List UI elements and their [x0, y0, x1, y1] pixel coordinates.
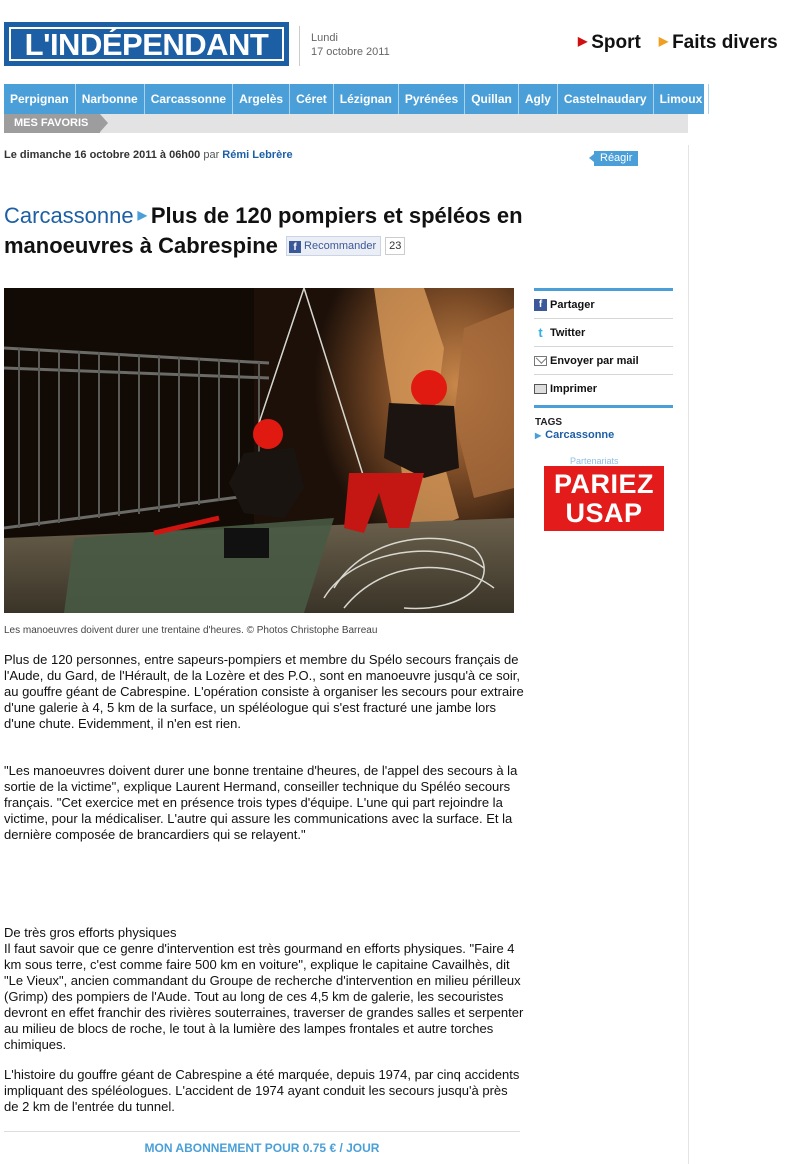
usap-ad-banner[interactable]: PARIEZ USAP: [544, 466, 664, 531]
arrow-right-icon: ▶: [658, 34, 669, 48]
article-paragraph: L'histoire du gouffre géant de Cabrespine a été marquée, depuis 1974, par cinq accidents impliquant des spéléologues. L'accident de 1974 ayant conduit les secours jusqu'à près de 2 km de l'entrée du tunnel.: [4, 1067, 520, 1114]
nav-item-castelnaudary[interactable]: Castelnaudary: [558, 84, 654, 114]
category-link[interactable]: Carcassonne: [4, 203, 134, 228]
article-paragraph: Il faut savoir que ce genre d'intervention est très gourmand en efforts physiques. "Faire 4 km sous terre, c'est comme faire 500 km en voiture", explique le capitaine Cavailhès, dit "Le Vieux", ancien commandant du Groupe de recherche d'intervention en milieu périlleux (Grimp) des pompiers de l'Aude. Tout au long de ces 4,5 km de galerie, les secouristes devront en effet franchir des rivières souterraines, traverser de grandes salles et serpenter au milieu de blocs de roche, le tout à la lumière des lampes frontales et autre torches chimiques.: [4, 941, 524, 1052]
article-title-block: [4, 200, 624, 261]
nav-item-limoux[interactable]: Limoux: [654, 84, 710, 114]
cave-rescue-photo: [4, 288, 514, 613]
author-link[interactable]: Rémi Lebrère: [222, 149, 293, 161]
facebook-like-count: 23: [385, 237, 405, 255]
header-full-date: 17 octobre 2011: [311, 46, 390, 58]
subscription-link[interactable]: MON ABONNEMENT POUR 0.75 € / JOUR: [144, 1141, 380, 1155]
header-date: [311, 31, 390, 59]
mail-icon: [534, 356, 547, 366]
arrow-right-icon: ▶: [578, 34, 588, 48]
facebook-icon: f: [289, 241, 301, 253]
arrow-right-icon: ▶: [137, 208, 147, 222]
nav-item-quillan[interactable]: Quillan: [465, 84, 519, 114]
nav-item-argeles[interactable]: Argelès: [233, 84, 290, 114]
publish-date: Le dimanche 16 octobre 2011 à 06h00: [4, 149, 201, 161]
nav-item-pyrenees[interactable]: Pyrénées: [399, 84, 465, 114]
city-nav: [4, 84, 704, 114]
article-paragraph: "Les manoeuvres doivent durer une bonne trentaine d'heures, de l'appel des secours à la sortie de la victime", explique Laurent Hermand, conseiller technique du Spéléo secours français. "Cet exercice met en présence trois types d'équipe. L'une qui part rejoindre la victime, pour la médicaliser. L'autre qui assure les communications avec la surface. Et la dernière composée de brancardiers qui se relayent.": [4, 763, 518, 842]
top-link-faits-divers[interactable]: ▶ Faits divers: [658, 32, 778, 53]
facebook-icon: f: [534, 299, 547, 311]
tag-carcassonne[interactable]: ▶ Carcassonne: [535, 429, 615, 441]
share-email[interactable]: Envoyer par mail: [534, 347, 673, 375]
logo-text: L'INDÉPENDANT: [24, 26, 269, 62]
header-day: Lundi: [311, 32, 338, 44]
article-paragraph: Plus de 120 personnes, entre sapeurs-pompiers et membre du Spélo secours français de l'Aude, du Gard, de l'Hérault, de la Lozère et des P.O., sont en manoeuvre jusqu'à ce soir, au gouffre géant de Cabrespine. L'opération consiste à organiser les secours pour extraire d'une galerie à 4, 5 km de la surface, un spéléologue qui s'est fracturé une jambe lors d'une chute. Evidemment, il n'en est rien.: [4, 652, 524, 731]
favorites-bar: [4, 114, 688, 133]
site-header: [0, 0, 778, 84]
tags-heading: TAGS: [535, 417, 563, 428]
nav-item-carcassonne[interactable]: Carcassonne: [145, 84, 233, 114]
article-photo[interactable]: [4, 288, 514, 613]
share-twitter[interactable]: t Twitter: [534, 319, 673, 347]
article-subheading: De très gros efforts physiques: [4, 925, 177, 940]
article-byline: Le dimanche 16 octobre 2011 à 06h00 par Rémi Lebrère: [4, 149, 293, 161]
divider: [4, 1131, 520, 1132]
facebook-recommend-button[interactable]: f Recommander: [286, 236, 381, 256]
arrow-right-icon: ▶: [535, 431, 542, 440]
share-box: [534, 288, 673, 403]
top-link-sport[interactable]: ▶ Sport: [578, 32, 641, 53]
printer-icon: [534, 384, 547, 394]
header-divider: [299, 26, 300, 66]
share-print[interactable]: Imprimer: [534, 375, 673, 403]
column-divider: [688, 145, 689, 1164]
react-button[interactable]: Réagir: [594, 151, 638, 166]
nav-item-ceret[interactable]: Céret: [290, 84, 334, 114]
share-facebook[interactable]: f Partager: [534, 291, 673, 319]
site-logo[interactable]: [4, 22, 289, 66]
photo-caption: Les manoeuvres doivent durer une trentaine d'heures. © Photos Christophe Barreau: [4, 625, 378, 636]
nav-item-perpignan[interactable]: Perpignan: [4, 84, 76, 114]
nav-item-agly[interactable]: Agly: [519, 84, 558, 114]
article-title: Plus de 120 pompiers et spéléos en manoeuvres à Cabrespine: [4, 203, 523, 258]
nav-item-narbonne[interactable]: Narbonne: [76, 84, 145, 114]
article-section: [4, 925, 524, 1053]
twitter-icon: t: [538, 324, 543, 340]
favorites-tab[interactable]: MES FAVORIS: [4, 114, 100, 133]
nav-item-lezignan[interactable]: Lézignan: [334, 84, 399, 114]
top-links: [578, 32, 796, 54]
partner-label: Partenariats: [570, 456, 619, 466]
